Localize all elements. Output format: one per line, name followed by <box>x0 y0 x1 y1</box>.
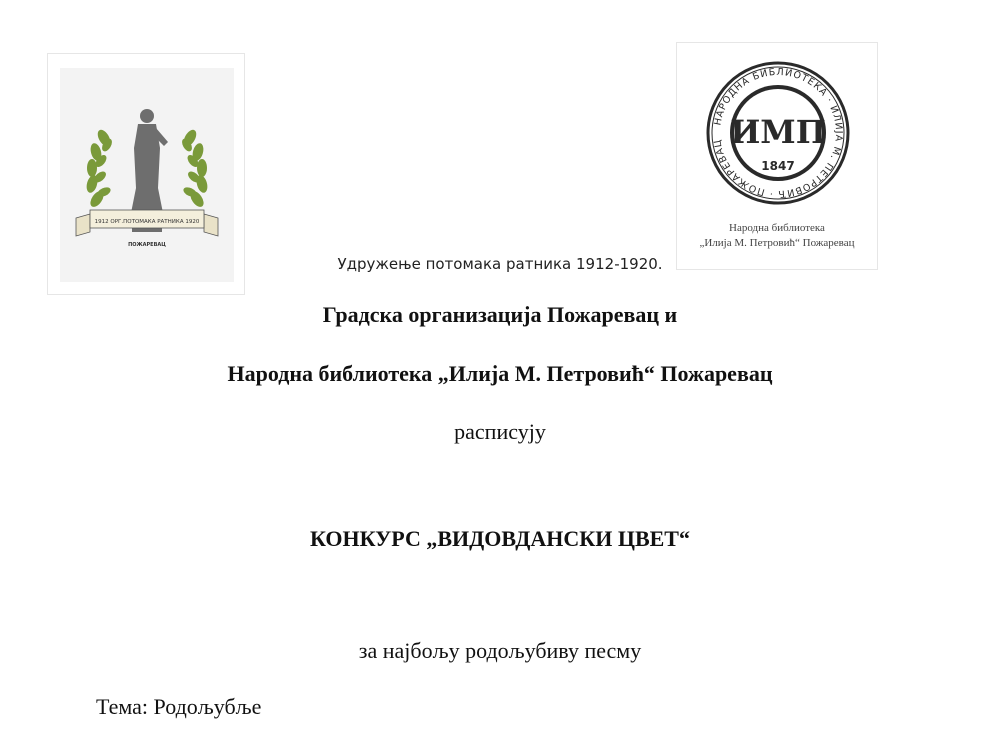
contest-theme: Тема: Родољубље <box>96 694 262 719</box>
association-name: Удружење потомака ратника 1912-1920. <box>337 255 663 273</box>
library-logo <box>676 42 878 270</box>
contest-subtitle: за најбољу родољубиву песму <box>358 638 642 663</box>
library-seal-icon <box>677 43 879 213</box>
emblem-city-text: ПОЖАРЕВАЦ <box>128 242 166 248</box>
announce-line: расписују <box>454 419 546 444</box>
association-logo-panel <box>60 68 234 282</box>
warrior-monument-laurel-emblem-icon <box>60 68 234 282</box>
contest-title: КОНКУРС „ВИДОВДАНСКИ ЦВЕТ“ <box>310 526 690 551</box>
library-line: Народна библиотека „Илија М. Петровић“ Пожаревац <box>227 361 773 386</box>
seal-ring-text: НАРОДНА БИБЛИОТЕКА · ИЛИЈА М. ПЕТРОВИЋ · ПОЖАРЕВАЦ <box>712 66 845 200</box>
seal-monogram: ИМП <box>730 113 826 151</box>
laurel-left-icon <box>85 128 114 210</box>
organization-line: Градска организација Пожаревац и <box>322 302 678 327</box>
laurel-right-icon <box>180 128 209 210</box>
library-caption-line1: Народна библиотека <box>729 222 825 234</box>
seal-year: 1847 <box>761 159 795 173</box>
emblem-banner-text: 1912 ОРГ.ПОТОМАКА РАТНИКА 1920 <box>94 219 200 225</box>
library-caption-line2: „Илија М. Петровић“ Пожаревац <box>699 237 855 249</box>
